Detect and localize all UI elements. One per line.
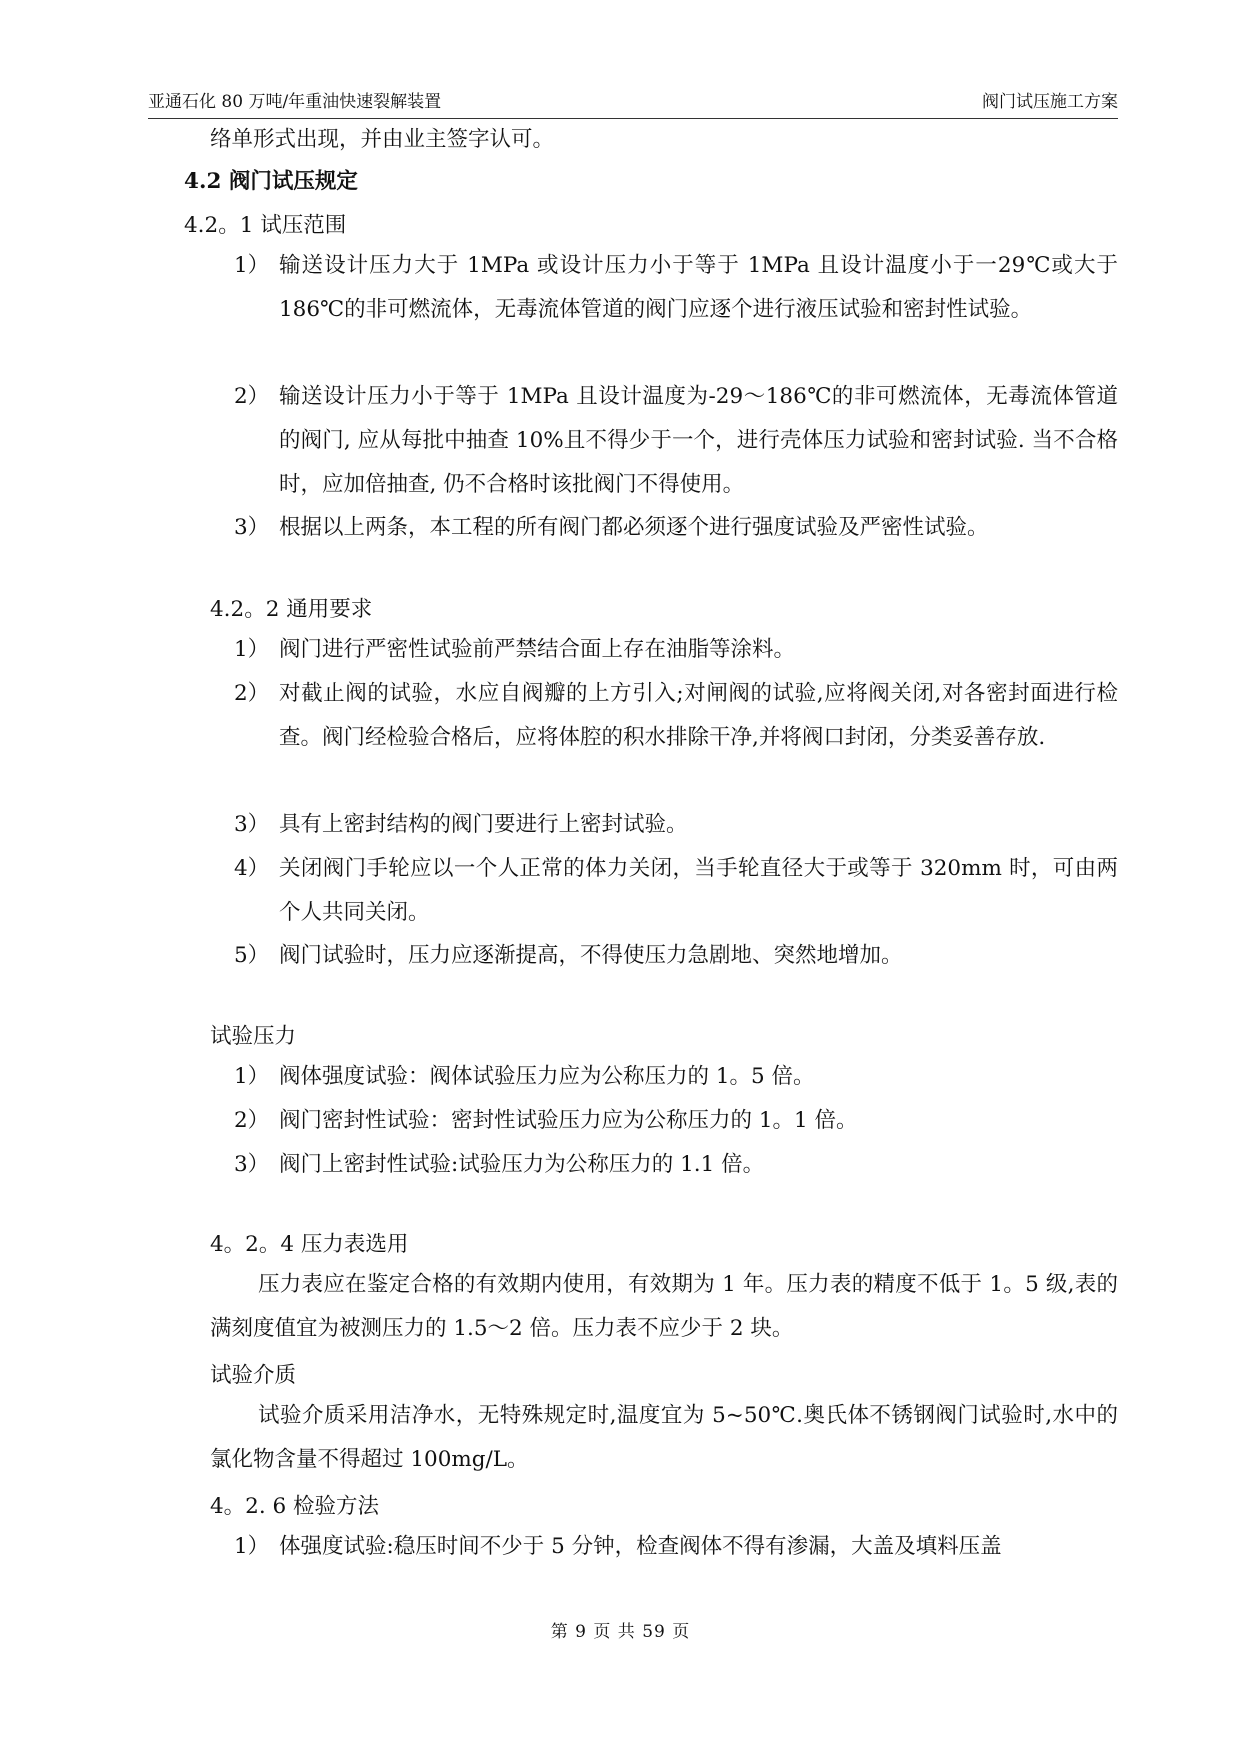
list-item-text: 关闭阀门手轮应以一个人正常的体力关闭，当手轮直径大于或等于 320mm 时，可由两个人共同关闭。 xyxy=(279,856,1118,925)
list-item xyxy=(234,628,1118,672)
list-item-number: 1） xyxy=(234,1064,270,1089)
list-item xyxy=(234,672,1118,760)
page-footer: 第 9 页 共 59 页 xyxy=(550,1622,691,1642)
subsection-heading-test-pressure: 试验压力 xyxy=(210,1024,297,1049)
subsection-heading-4-2-6: 4。2. 6 检验方法 xyxy=(210,1494,380,1519)
list-item-text: 对截止阀的试验，水应自阀瓣的上方引入;对闸阀的试验,应将阀关闭,对各密封面进行检查。阀门经检验合格后，应将体腔的积水排除干净,并将阀口封闭，分类妥善存放. xyxy=(279,681,1118,750)
list-item-number: 1） xyxy=(234,1534,270,1559)
list-item-number: 5） xyxy=(234,943,270,968)
list-item xyxy=(234,506,1118,550)
list-item-number: 3） xyxy=(234,812,270,837)
list-item-text: 输送设计压力小于等于 1MPa 且设计温度为-29～186℃的非可燃流体，无毒流体管道的阀门, 应从每批中抽查 10%且不得少于一个，进行壳体压力试验和密封试验. 当不合格时，应加倍抽查, 仍不合格时该批阀门不得使用。 xyxy=(279,384,1118,497)
list-item-number: 2） xyxy=(234,1108,270,1133)
list-item-text: 阀门试验时，压力应逐渐提高，不得使压力急剧地、突然地增加。 xyxy=(279,943,903,968)
list-item-number: 3） xyxy=(234,1152,270,1177)
subsection-heading-4-2-4: 4。2。4 压力表选用 xyxy=(210,1232,409,1257)
list-item xyxy=(234,1099,1118,1143)
list-item xyxy=(234,934,1118,978)
subsection-heading-4-2-2: 4.2。2 通用要求 xyxy=(210,597,373,622)
list-item-text: 输送设计压力大于 1MPa 或设计压力小于等于 1MPa 且设计温度小于一29℃或大于 186℃的非可燃流体，无毒流体管道的阀门应逐个进行液压试验和密封性试验。 xyxy=(279,253,1118,322)
subsection-heading-test-medium: 试验介质 xyxy=(210,1363,297,1388)
list-item-number: 3） xyxy=(234,515,270,540)
paragraph-test-medium: 试验介质采用洁净水，无特殊规定时,温度宜为 5~50℃.奥氏体不锈钢阀门试验时,水中的氯化物含量不得超过 100mg/L。 xyxy=(210,1403,1118,1472)
list-item-number: 1） xyxy=(234,637,270,662)
header-project-name: 亚通石化 80 万吨/年重油快速裂解装置 xyxy=(148,92,442,112)
list-item xyxy=(234,1143,1118,1187)
list-item-number: 2） xyxy=(234,384,270,409)
subsection-heading-4-2-1: 4.2。1 试压范围 xyxy=(184,213,347,238)
list-item xyxy=(234,803,1118,847)
continuation-text: 络单形式出现，并由业主签字认可。 xyxy=(210,127,555,152)
list-item-number: 2） xyxy=(234,681,270,706)
list-item xyxy=(234,375,1118,507)
list-item-text: 阀门密封性试验：密封性试验压力应为公称压力的 1。1 倍。 xyxy=(279,1108,858,1133)
list-item-text: 阀门进行严密性试验前严禁结合面上存在油脂等涂料。 xyxy=(279,637,796,662)
list-item xyxy=(234,1055,1118,1099)
list-item-number: 4） xyxy=(234,856,270,881)
list-item-text: 根据以上两条，本工程的所有阀门都必须逐个进行强度试验及严密性试验。 xyxy=(279,515,989,540)
paragraph-pressure-gauge: 压力表应在鉴定合格的有效期内使用，有效期为 1 年。压力表的精度不低于 1。5 级,表的满刻度值宜为被测压力的 1.5～2 倍。压力表不应少于 2 块。 xyxy=(210,1272,1118,1341)
list-item-text: 阀门上密封性试验:试验压力为公称压力的 1.1 倍。 xyxy=(279,1152,765,1177)
section-heading-4-2: 4.2 阀门试压规定 xyxy=(184,169,358,194)
list-item xyxy=(234,1525,1118,1569)
page-header xyxy=(148,84,1118,119)
list-item-number: 1） xyxy=(234,253,270,278)
header-document-title: 阀门试压施工方案 xyxy=(982,92,1118,112)
list-item-text: 体强度试验:稳压时间不少于 5 分钟，检查阀体不得有渗漏，大盖及填料压盖 xyxy=(279,1534,1002,1559)
list-item-text: 具有上密封结构的阀门要进行上密封试验。 xyxy=(279,812,688,837)
list-item xyxy=(234,244,1118,332)
list-item-text: 阀体强度试验：阀体试验压力应为公称压力的 1。5 倍。 xyxy=(279,1064,815,1089)
list-item xyxy=(234,847,1118,935)
